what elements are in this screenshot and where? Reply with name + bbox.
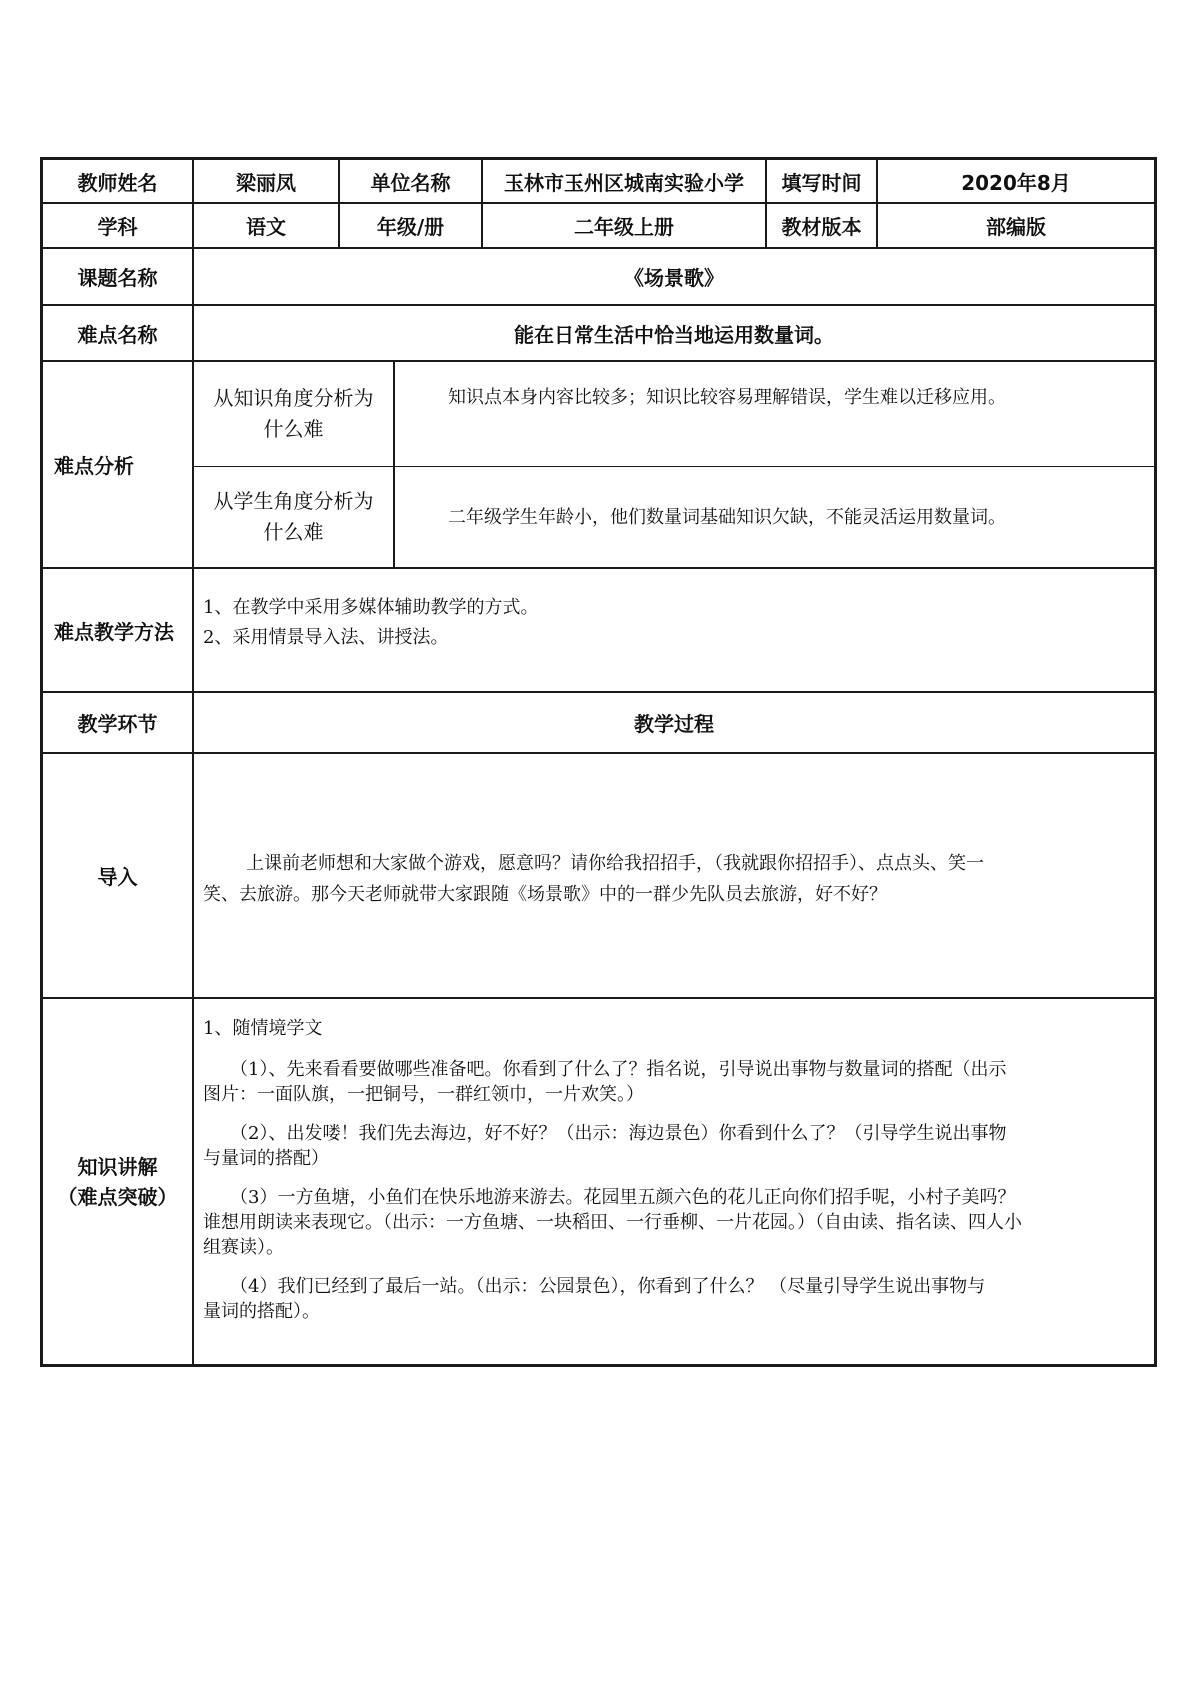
- paragraph-line: 组赛读）。: [203, 1237, 284, 1258]
- method-item: 1、在教学中采用多媒体辅助教学的方式。: [203, 597, 539, 618]
- grade-value: 二年级上册: [574, 215, 674, 239]
- knowledge-paragraph-4: [203, 1274, 1148, 1324]
- knowledge-angle-label-line2: 什么难: [263, 417, 324, 441]
- paragraph-line: 谁想用朗读来表现它。（出示：一方鱼塘、一块稻田、一行垂柳、一片花园。）（自由读、指名读、四人小: [203, 1212, 1022, 1233]
- difficulty-value: 能在日常生活中恰当地运用数量词。: [514, 322, 834, 347]
- student-angle-label-line1: 从学生角度分析为: [213, 489, 374, 513]
- paragraph-line: （4）我们已经到了最后一站。（出示：公园景色），你看到了什么？ （尽量引导学生说出事物与: [230, 1276, 986, 1297]
- knowledge-label: [43, 999, 192, 1364]
- intro-line: 笑、去旅游。那今天老师就带大家跟随《场景歌》中的一群少先队员去旅游，好不好？: [203, 884, 887, 905]
- intro-label: 导入: [97, 865, 138, 889]
- topic-label: 课题名称: [77, 266, 158, 290]
- knowledge-angle-text: 知识点本身内容比较多；知识比较容易理解错误，学生难以迁移应用。: [448, 387, 1006, 408]
- intro-line: 上课前老师想和大家做个游戏，愿意吗？请你给我招招手，（我就跟你招招手）、点点头、笑一: [246, 853, 984, 874]
- method-label: 难点教学方法: [54, 619, 174, 644]
- knowledge-angle-label: [194, 362, 393, 466]
- teacher-name-label: 教师姓名: [77, 170, 158, 195]
- unit-name-label: 单位名称: [370, 170, 451, 195]
- subject-value: 语文: [246, 215, 286, 239]
- knowledge-angle-label-line1: 从知识角度分析为: [213, 386, 374, 410]
- edition-value: 部编版: [986, 215, 1046, 239]
- method-list: [203, 595, 1143, 650]
- edition-label: 教材版本: [781, 215, 862, 239]
- student-angle-label: [194, 467, 393, 567]
- intro-text: [203, 848, 1148, 910]
- student-angle-text: 二年级学生年龄小，他们数量词基础知识欠缺，不能灵活运用数量词。: [448, 507, 1006, 528]
- fill-date-label: 填写时间: [781, 170, 862, 195]
- knowledge-paragraph-2: [203, 1121, 1148, 1171]
- process-header: 教学过程: [634, 712, 714, 736]
- paragraph-line: 量词的搭配）。: [203, 1301, 320, 1322]
- stage-header: 教学环节: [77, 712, 158, 736]
- knowledge-paragraph-1: [203, 1057, 1148, 1107]
- fill-date-value: 2020年8月: [961, 170, 1071, 195]
- topic-value: 《场景歌》: [624, 266, 724, 290]
- unit-name-value: 玉林市玉州区城南实验小学: [504, 170, 744, 195]
- paragraph-line: 图片：一面队旗，一把铜号，一群红领巾，一片欢笑。）: [203, 1084, 644, 1105]
- difficulty-label: 难点名称: [77, 322, 158, 347]
- paragraph-line: 与量词的搭配）: [203, 1148, 329, 1169]
- knowledge-label-line2: （难点突破）: [57, 1184, 178, 1209]
- knowledge-content: [203, 1016, 1148, 1324]
- paragraph-line: （1）、先来看看要做哪些准备吧。你看到了什么了？指名说，引导说出事物与数量词的搭配（出示: [230, 1059, 1007, 1080]
- paragraph-line: （3）一方鱼塘，小鱼们在快乐地游来游去。花园里五颜六色的花儿正向你们招手呢，小村子美吗？: [230, 1187, 1016, 1208]
- analysis-label: 难点分析: [54, 454, 134, 478]
- knowledge-label-line1: 知识讲解: [77, 1154, 158, 1179]
- grade-label: 年级/册: [376, 215, 445, 239]
- teacher-name-value: 梁丽凤: [236, 170, 296, 195]
- knowledge-title: 1、随情境学文: [203, 1018, 323, 1039]
- student-angle-label-line2: 什么难: [263, 520, 324, 544]
- method-item: 2、采用情景导入法、讲授法。: [203, 627, 449, 648]
- knowledge-paragraph-3: [203, 1185, 1148, 1260]
- subject-label: 学科: [97, 215, 138, 239]
- paragraph-line: （2）、出发喽！我们先去海边，好不好？（出示：海边景色）你看到什么了？（引导学生说出事物: [230, 1123, 1007, 1144]
